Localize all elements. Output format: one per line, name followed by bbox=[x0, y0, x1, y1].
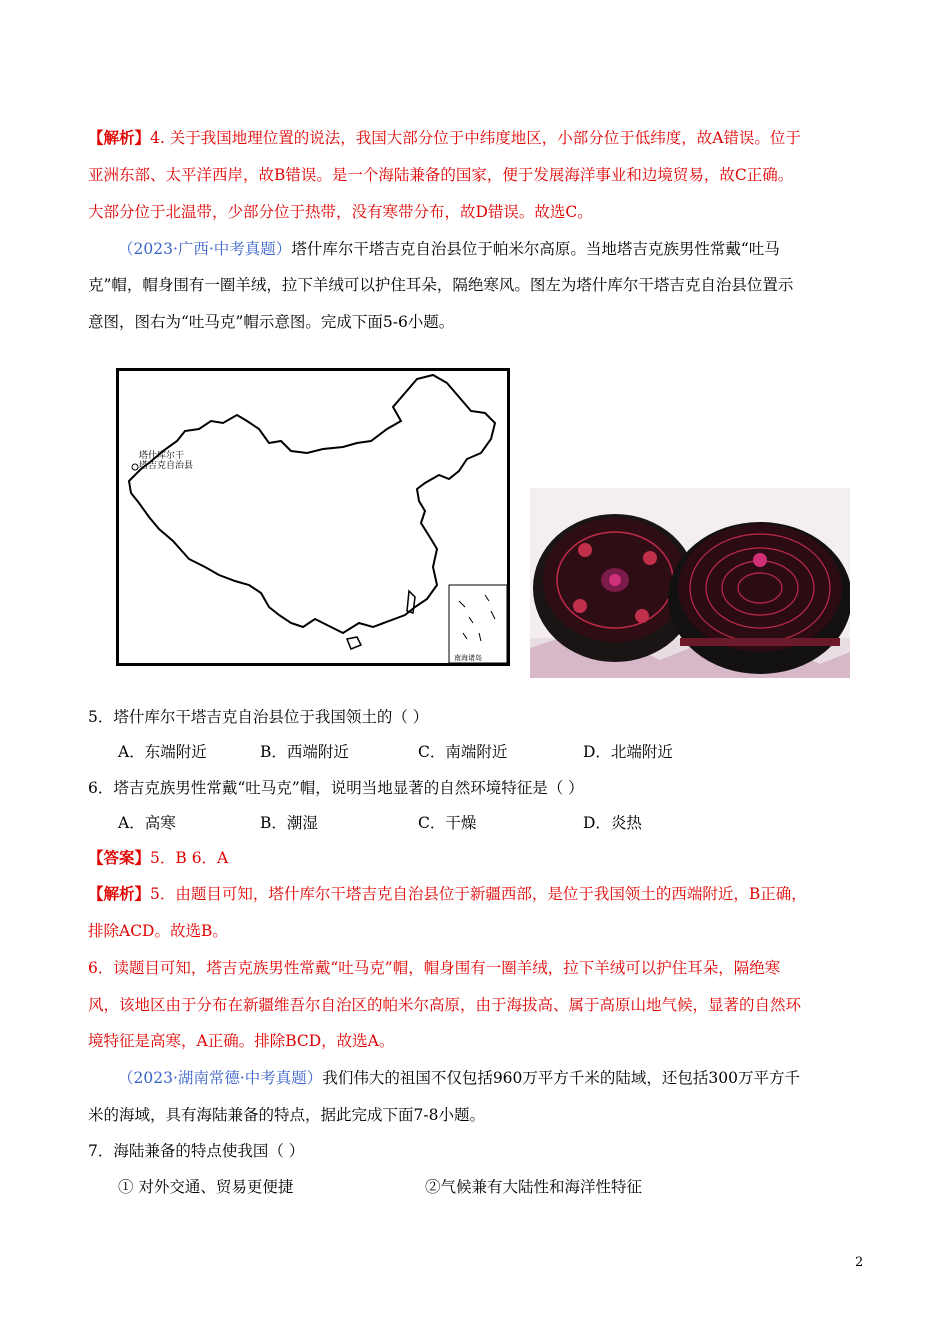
analysis-5-6-line-5: 境特征是高寒，A正确。排除BCD，故选A。 bbox=[88, 1032, 395, 1050]
hat-illustration-icon bbox=[530, 488, 850, 678]
q6-option-a[interactable]: A．高寒 bbox=[118, 814, 176, 832]
map-label-county: 塔什库尔干 塔吉克自治县 bbox=[139, 451, 194, 471]
q7-option-1[interactable]: ① 对外交通、贸易更便捷 bbox=[118, 1178, 294, 1196]
question-6-stem: 6．塔吉克族男性常戴“吐马克”帽，说明当地显著的自然环境特征是（ ） bbox=[88, 779, 584, 797]
analysis-5-6-line-3: 6．读题目可知，塔吉克族男性常戴“吐马克”帽，帽身围有一圈羊绒，拉下羊绒可以护住耳朵，隔绝寒 bbox=[88, 959, 781, 977]
q5-option-b[interactable]: B．西端附近 bbox=[260, 743, 349, 761]
analysis-4-line-2: 亚洲东部、太平洋西岸，故B错误。是一个海陆兼备的国家，便于发展海洋事业和边境贸易，故C正确。 bbox=[88, 166, 794, 184]
question-5-stem: 5．塔什库尔干塔吉克自治县位于我国领土的（ ） bbox=[88, 708, 429, 726]
answer-tag: 【答案】 bbox=[88, 848, 151, 867]
analysis-tag: 【解析】 bbox=[88, 128, 151, 147]
intro-5-6-line-3: 意图，图右为“吐马克”帽示意图。完成下面5-6小题。 bbox=[88, 313, 455, 331]
analysis-4-line-3: 大部分位于北温带，少部分位于热带，没有寒带分布，故D错误。故选C。 bbox=[88, 203, 593, 221]
china-outline-icon bbox=[119, 371, 507, 663]
analysis-5-6-line-1: 【解析】5．由题目可知，塔什库尔干塔吉克自治县位于新疆西部，是位于我国领土的西端附近，B正确， bbox=[88, 884, 807, 903]
intro-5-6-line-1: （2023·广西·中考真题）塔什库尔干塔吉克自治县位于帕米尔高原。当地塔吉克族男性常戴“吐马 bbox=[118, 240, 780, 258]
q5-option-c[interactable]: C．南端附近 bbox=[418, 743, 508, 761]
q6-option-b[interactable]: B．潮湿 bbox=[260, 814, 318, 832]
intro-5-6-line-2: 克”帽，帽身围有一圈羊绒，拉下羊绒可以护住耳朵，隔绝寒风。图左为塔什库尔干塔吉克自治县位置示 bbox=[88, 276, 794, 294]
intro-7-8-line-1: （2023·湖南常德·中考真题）我们伟大的祖国不仅包括960万平方千米的陆域，还包括300万平方千 bbox=[118, 1069, 800, 1087]
q7-option-2[interactable]: ②气候兼有大陆性和海洋性特征 bbox=[425, 1178, 643, 1196]
question-7-stem: 7．海陆兼备的特点使我国（ ） bbox=[88, 1142, 305, 1160]
china-location-map bbox=[116, 368, 510, 666]
q5-option-a[interactable]: A．东端附近 bbox=[118, 743, 207, 761]
analysis-5-6-line-2: 排除ACD。故选B。 bbox=[88, 922, 228, 940]
question-source: （2023·广西·中考真题） bbox=[118, 240, 292, 258]
question-source: （2023·湖南常德·中考真题） bbox=[118, 1069, 323, 1087]
analysis-4-line-1: 【解析】4. 关于我国地理位置的说法，我国大部分位于中纬度地区，小部分位于低纬度，故A错误。位于 bbox=[88, 128, 801, 147]
analysis-5-6-line-4: 风，该地区由于分布在新疆维吾尔自治区的帕米尔高原，由于海拔高、属于高原山地气候，显著的自然环 bbox=[88, 996, 802, 1014]
analysis-tag: 【解析】 bbox=[88, 884, 151, 903]
q6-option-d[interactable]: D．炎热 bbox=[583, 814, 642, 832]
answer-5-6: 【答案】5．B 6．A bbox=[88, 848, 229, 867]
tumak-hat-photo bbox=[530, 488, 850, 678]
intro-7-8-line-2: 米的海域，具有海陆兼备的特点，据此完成下面7-8小题。 bbox=[88, 1106, 485, 1124]
q5-option-d[interactable]: D．北端附近 bbox=[583, 743, 673, 761]
map-inset-label: 南海诸岛 bbox=[454, 654, 482, 662]
page-number: 2 bbox=[855, 1255, 864, 1270]
q6-option-c[interactable]: C．干燥 bbox=[418, 814, 477, 832]
